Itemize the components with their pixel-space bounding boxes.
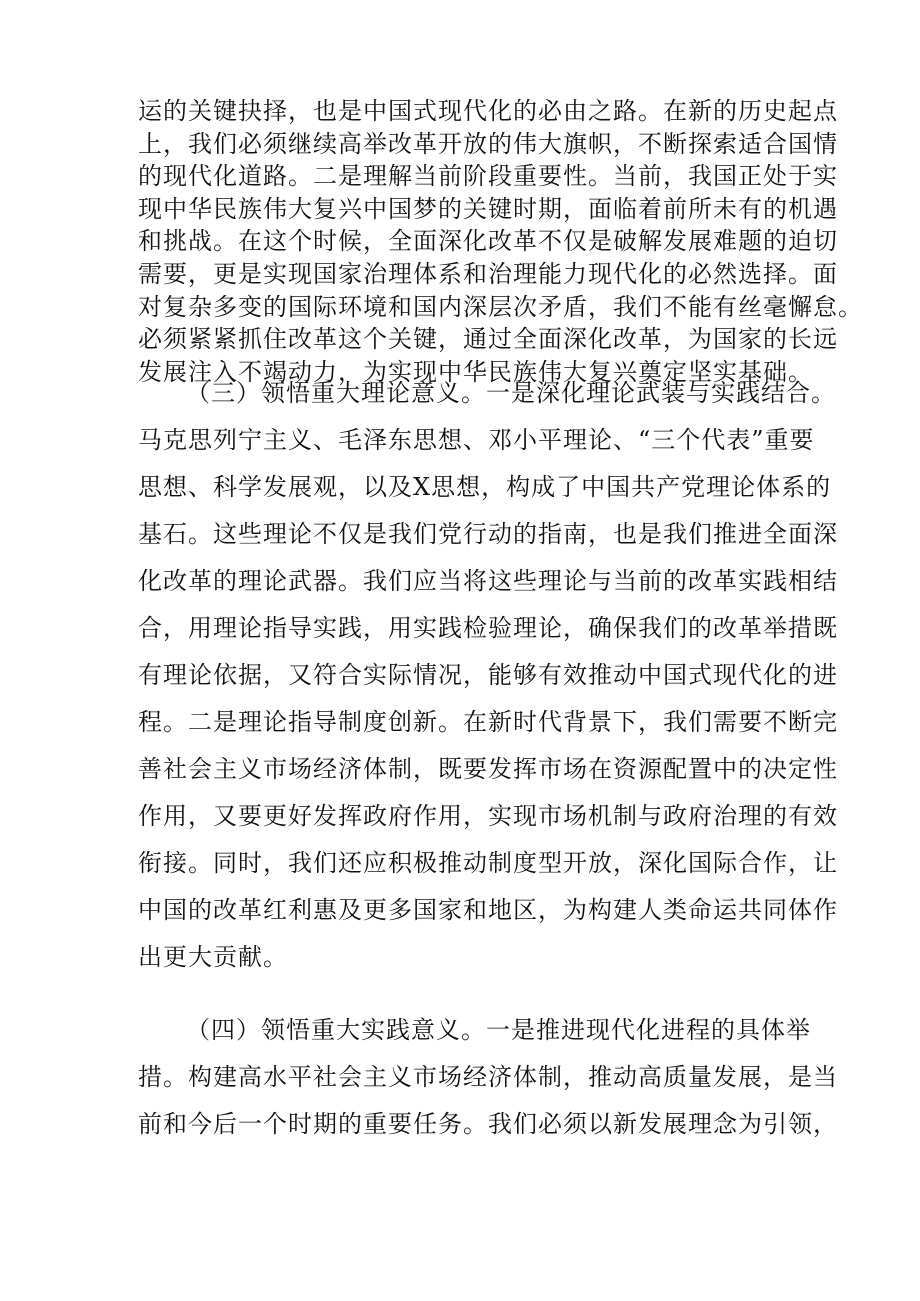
text-line: 有理论依据，又符合实际情况，能够有效推动中国式现代化的进 <box>138 661 838 689</box>
text-line: 化改革的理论武器。我们应当将这些理论与当前的改革实践相结 <box>138 567 838 595</box>
text-line: 出更大贡献。 <box>138 943 288 971</box>
text-line: 上，我们必须继续高举改革开放的伟大旗帜，不断探索适合国情 <box>138 129 838 158</box>
text-line: 需要，更是实现国家治理体系和治理能力现代化的必然选择。面 <box>138 259 838 288</box>
text-line: 善社会主义市场经济体制，既要发挥市场在资源配置中的决定性 <box>138 755 838 783</box>
text-line: 对复杂多变的国际环境和国内深层次矛盾，我们不能有丝毫懈怠。 <box>138 292 863 321</box>
text-line: 的现代化道路。二是理解当前阶段重要性。当前，我国正处于实 <box>138 162 838 191</box>
text-line: 思想、科学发展观，以及X思想，构成了中国共产党理论体系的 <box>138 473 832 501</box>
text-line: 作用，又要更好发挥政府作用，实现市场机制与政府治理的有效 <box>138 802 838 830</box>
paragraph-reform-importance <box>138 95 863 388</box>
text-line: 马克思列宁主义、毛泽东思想、邓小平理论、“三个代表”重要 <box>138 426 815 454</box>
text-line: 合，用理论指导实践，用实践检验理论，确保我们的改革举措既 <box>138 614 838 642</box>
text-line: 衔接。同时，我们还应积极推动制度型开放，深化国际合作，让 <box>138 849 838 877</box>
text-line: 和挑战。在这个时候，全面深化改革不仅是破解发展难题的迫切 <box>138 227 838 256</box>
paragraph-practice-significance <box>138 1007 838 1148</box>
text-line: 程。二是理论指导制度创新。在新时代背景下，我们需要不断完 <box>138 708 838 736</box>
text-line: 措。构建高水平社会主义市场经济体制，推动高质量发展，是当 <box>138 1063 838 1091</box>
text-line: 前和今后一个时期的重要任务。我们必须以新发展理念为引领， <box>138 1110 838 1138</box>
paragraph-theory-significance <box>138 370 838 981</box>
section-heading-line: （四）领悟重大实践意义。一是推进现代化进程的具体举 <box>186 1016 811 1044</box>
text-line: 必须紧紧抓住改革这个关键，通过全面深化改革，为国家的长远 <box>138 325 838 354</box>
text-line: 基石。这些理论不仅是我们党行动的指南，也是我们推进全面深 <box>138 520 838 548</box>
text-line: 中国的改革红利惠及更多国家和地区，为构建人类命运共同体作 <box>138 896 838 924</box>
text-line: 运的关键抉择，也是中国式现代化的必由之路。在新的历史起点 <box>138 97 838 125</box>
section-heading-line: （三）领悟重大理论意义。一是深化理论武装与实践结合。 <box>186 379 836 407</box>
text-line: 发展注入不竭动力，为实现中华民族伟大复兴奠定坚实基础。 <box>138 357 813 386</box>
text-line: 现中华民族伟大复兴中国梦的关键时期，面临着前所未有的机遇 <box>138 194 838 223</box>
